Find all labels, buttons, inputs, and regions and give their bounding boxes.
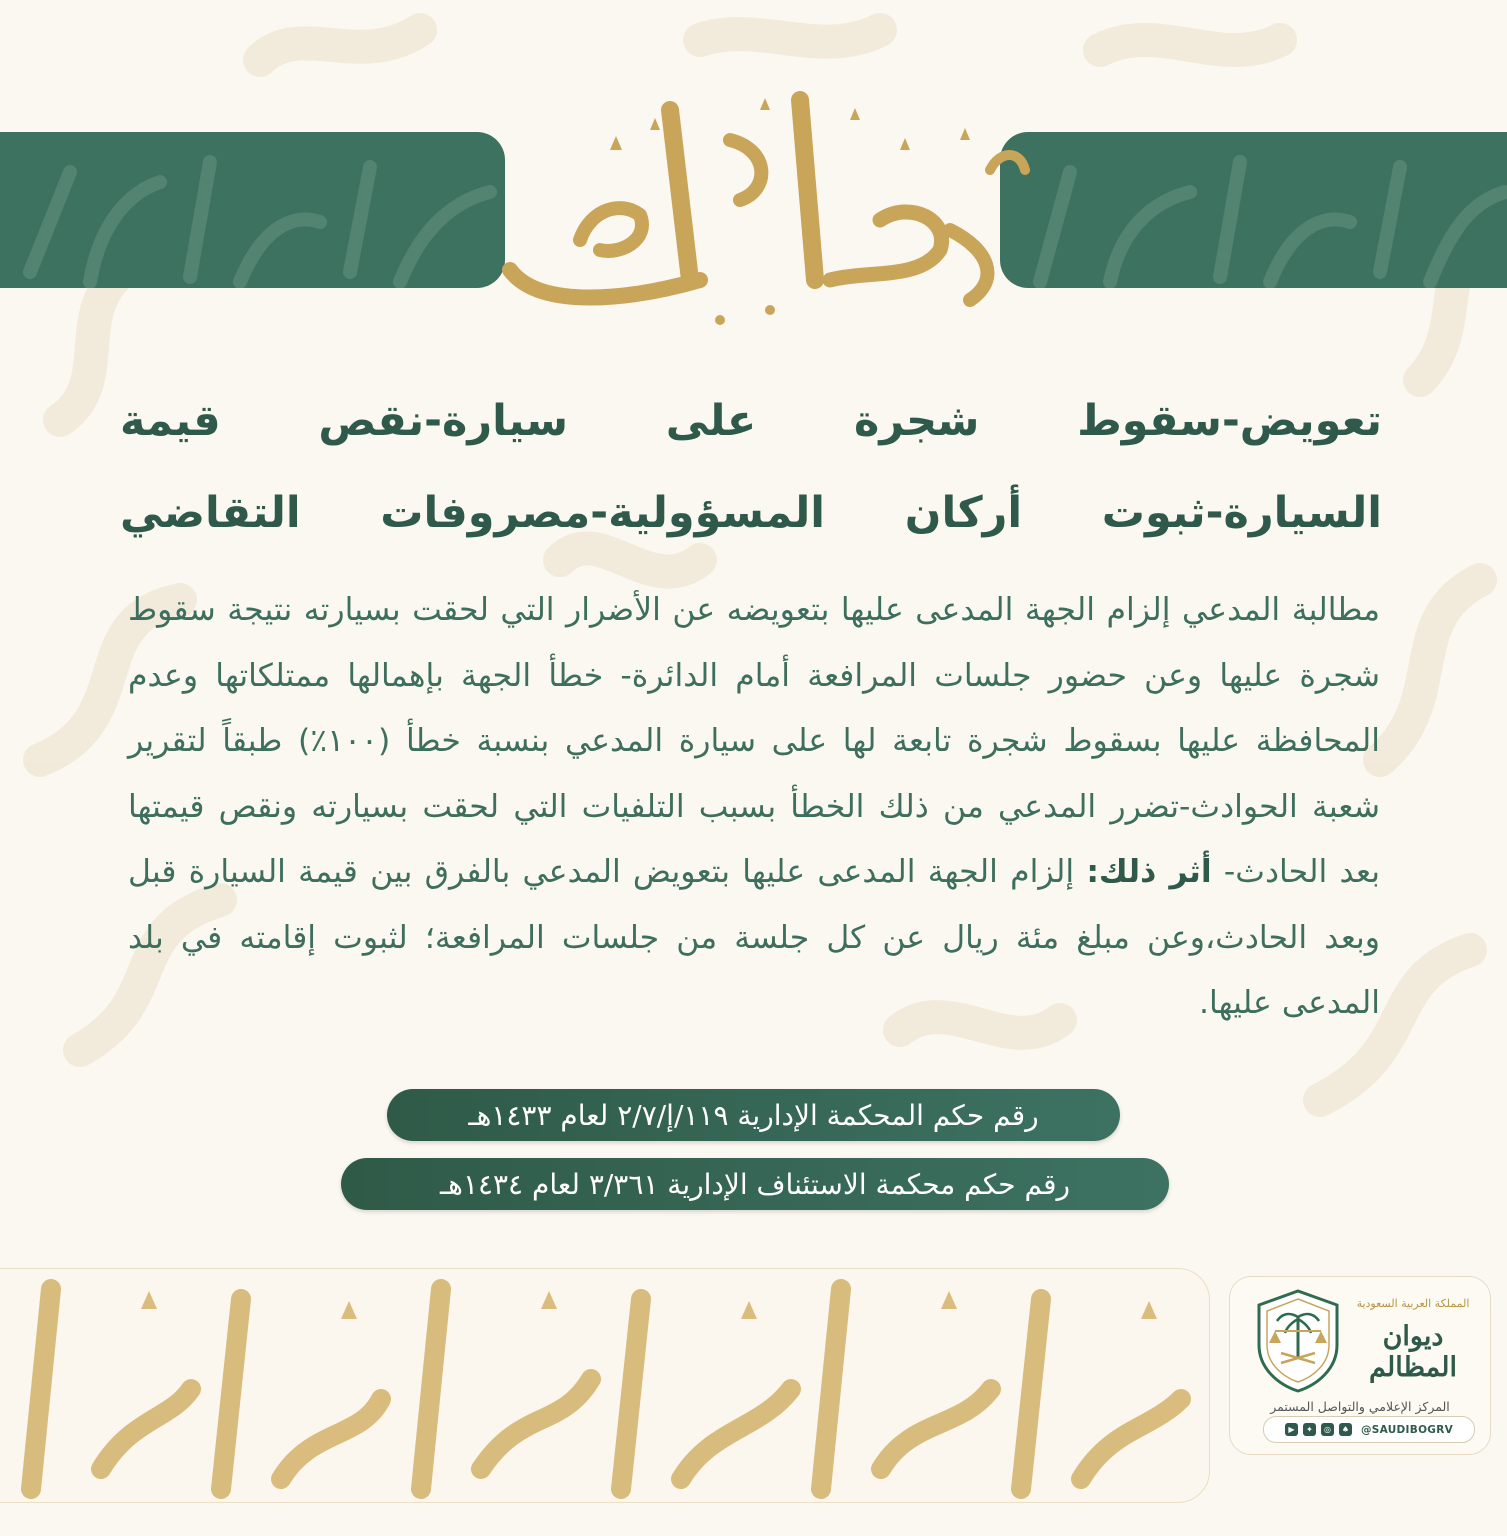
- band-calligraphy-pattern: [0, 132, 505, 288]
- title-line-1: تعويض-سقوط شجرة على سيارة-نقص قيمة: [120, 396, 1382, 446]
- administrative-court-ruling-text: رقم حكم المحكمة الإدارية ١١٩/إ/٢/٧ لعام ١٤٣٣هـ: [468, 1098, 1039, 1132]
- band-calligraphy-pattern: [1000, 132, 1507, 288]
- effect-label: أثر ذلك:: [1086, 854, 1212, 890]
- social-handle[interactable]: @SAUDIBOGRV: [1360, 1423, 1454, 1436]
- appeal-court-ruling-badge: [341, 1158, 1169, 1210]
- header-band-left: [0, 132, 505, 288]
- header-band-right: [1000, 132, 1507, 288]
- snapchat-icon[interactable]: ♠: [1339, 1423, 1352, 1436]
- twitter-icon[interactable]: ✦: [1303, 1423, 1316, 1436]
- instagram-icon[interactable]: ◎: [1321, 1423, 1334, 1436]
- summary-text-part-2: إلزام الجهة المدعى عليها بتعويض المدعي بالفرق بين قيمة السيارة قبل وبعد الحادث،وعن مبلغ مئة ريال عن كل جلسة من جلسات المرافعة؛ لثبوت إقامته في بلد المدعى عليها.: [128, 854, 1380, 1021]
- youtube-icon[interactable]: ▶: [1285, 1423, 1298, 1436]
- administrative-court-ruling-badge: [387, 1089, 1120, 1141]
- board-emblem-icon: [1253, 1287, 1343, 1395]
- board-of-grievances-brand-card: [1229, 1276, 1491, 1455]
- media-center-label: المركز الإعلامي والتواصل المستمر: [1270, 1399, 1450, 1414]
- gold-calligraphy-pattern: [0, 1269, 1209, 1502]
- board-of-grievances-wordmark: ديوان المظالم: [1369, 1321, 1457, 1383]
- bottom-calligraphy-panel: [0, 1268, 1210, 1503]
- hukm-idari-calligraphy-logo: [470, 80, 1040, 340]
- ruling-summary-paragraph: [128, 578, 1380, 1037]
- title-line-2: السيارة-ثبوت أركان المسؤولية-مصروفات التقاضي: [120, 488, 1382, 538]
- summary-text-part-1: مطالبة المدعي إلزام الجهة المدعى عليها بتعويضه عن الأضرار التي لحقت بسيارته نتيجة سقوط شجرة عليها وعن حضور جلسات المرافعة أمام الدائرة- خطأ الجهة بإهمالها ممتلكاتها وعدم المحافظة عليها بسقوط شجرة تابعة لها على سيارة المدعي بنسبة خطأ (١٠٠٪) طبقاً لتقرير شعبة الحوادث-تضرر المدعي من ذلك الخطأ بسبب التلفيات التي لحقت بسيارته ونقص قيمتها بعد الحادث-: [128, 592, 1380, 890]
- kingdom-label: المملكة العربية السعودية: [1356, 1297, 1470, 1310]
- page-title: [120, 375, 1382, 559]
- appeal-court-ruling-text: رقم حكم محكمة الاستئناف الإدارية ٣/٣٦١ لعام ١٤٣٤هـ: [439, 1167, 1071, 1201]
- social-links-bar: [1263, 1416, 1475, 1443]
